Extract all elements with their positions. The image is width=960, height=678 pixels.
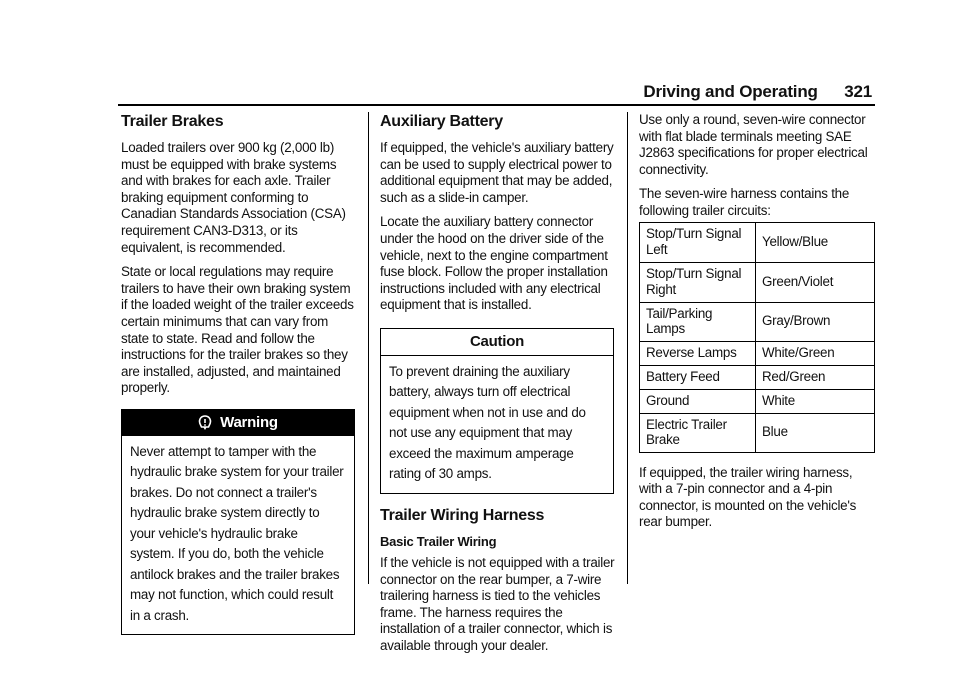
page-number: 321 [844,82,872,101]
wire-color-cell: White/Green [756,341,875,365]
trailer-brakes-heading: Trailer Brakes [121,113,224,130]
auxiliary-battery-paragraph-2: Locate the auxiliary battery connector under the hood on the driver side of the vehicle, next to the engine compartment fuse block. Follow the proper installation instructions included with any electrical equipment that is installed. [380,214,608,313]
warning-box [121,409,355,636]
trailer-brakes-paragraph-1: Loaded trailers over 900 kg (2,000 lb) must be equipped with brake systems and with brakes for each axle. Trailer braking equipment conforming to Canadian Standards Association (CSA) requirement CAN3-D313, or its equivalent, is recommended. [121,140,346,255]
page-header [643,82,872,102]
trailer-wiring-harness-heading: Trailer Wiring Harness [380,506,545,524]
table-row [640,365,875,389]
circuit-cell: Stop/Turn Signal Right [640,262,756,302]
auxiliary-battery-heading: Auxiliary Battery [380,113,503,130]
warning-label: Warning [220,413,278,431]
circuit-cell: Stop/Turn Signal Left [640,222,756,262]
wire-color-cell: Yellow/Blue [756,222,875,262]
warning-icon [198,415,212,431]
header-rule [118,104,875,106]
table-row [640,413,875,452]
table-row [640,389,875,413]
column-1 [121,112,357,635]
caution-text: To prevent draining the auxiliary battery, always turn off electrical equipment when not in use and do not use any equipment that may exceed the maximum amperage rating of 30 amps. [389,363,586,482]
circuit-cell: Ground [640,389,756,413]
caution-box [380,328,614,494]
warning-text: Never attempt to tamper with the hydraulic brake system for your trailer brakes. Do not connect a trailer's hydraulic brake system directly to your vehicle's hydraulic brake system. If you do, both the vehicle antilock brakes and the trailer brakes may not function, which could result in a crash. [130,443,344,623]
trailer-brakes-paragraph-2: State or local regulations may require trailers to have their own braking system if the loaded weight of the trailer exceeds certain minimums that can vary from state to state. Read and follow the instructions for the trailer brakes so they are installed, adjusted, and maintained properly. [121,264,354,396]
circuit-cell: Battery Feed [640,365,756,389]
circuit-cell: Reverse Lamps [640,341,756,365]
circuit-cell: Electric Trailer Brake [640,413,756,452]
wire-color-cell: Red/Green [756,365,875,389]
wire-color-cell: Blue [756,413,875,452]
wire-color-cell: White [756,389,875,413]
harness-location-paragraph: If equipped, the trailer wiring harness, with a 7-pin connector and a 4-pin connector, is mounted on the vehicle's rear bumper. [639,464,857,530]
basic-trailer-wiring-paragraph: If the vehicle is not equipped with a trailer connector on the rear bumper, a 7-wire trailering harness is tied to the vehicles frame. The harness requires the installation of a trailer connector, which is available through your dealer. [380,554,615,653]
wire-color-cell: Green/Violet [756,262,875,302]
section-title: Driving and Operating [643,82,818,101]
trailer-circuits-table [639,222,875,453]
column-2 [380,112,616,663]
connector-paragraph: Use only a round, seven-wire connector with flat blade terminals meeting SAE J2863 specifications for proper electrical connectivity. [639,112,868,177]
basic-trailer-wiring-subheading: Basic Trailer Wiring [380,533,497,549]
warning-header [122,410,354,436]
circuit-cell: Tail/Parking Lamps [640,302,756,341]
auxiliary-battery-paragraph-1: If equipped, the vehicle's auxiliary battery can be used to supply electrical power to additional equipment that may be added, such as a slide-in camper. [380,140,614,205]
table-row [640,262,875,302]
harness-intro-paragraph: The seven-wire harness contains the following trailer circuits: [639,186,850,218]
wire-color-cell: Gray/Brown [756,302,875,341]
table-row [640,341,875,365]
column-divider-2 [627,112,628,584]
caution-header: Caution [381,329,613,356]
table-row [640,222,875,262]
table-row [640,302,875,341]
column-divider-1 [368,112,369,584]
column-3 [639,112,875,539]
